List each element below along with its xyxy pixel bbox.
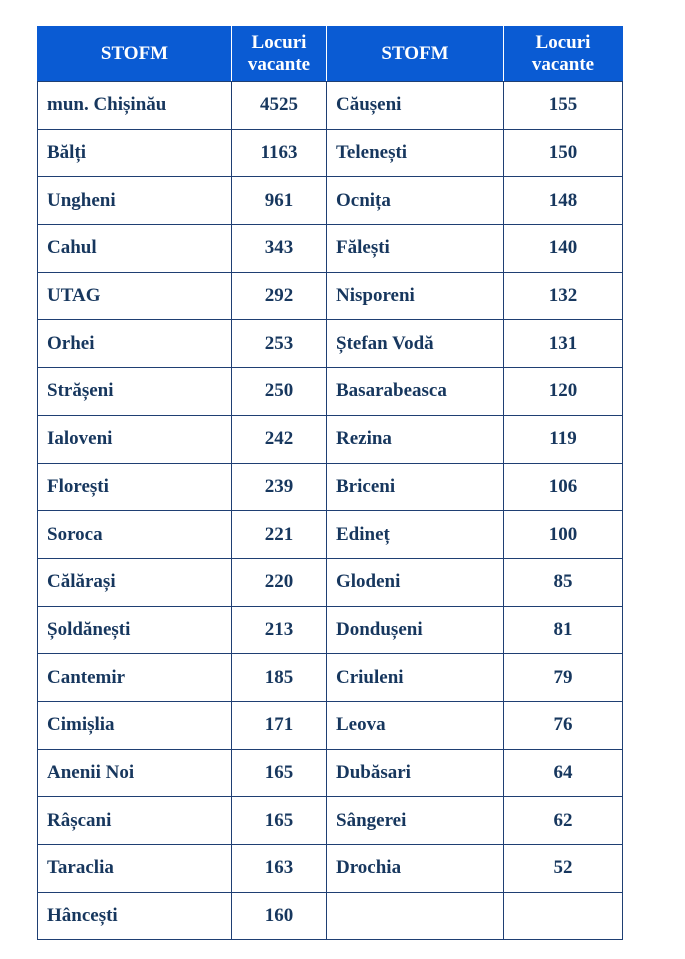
vacancy-count-right: 120	[504, 368, 623, 416]
vacancy-count-left: 220	[232, 558, 327, 606]
office-name-right: Căușeni	[327, 82, 504, 130]
vacancy-count-right: 85	[504, 558, 623, 606]
office-name-right: Rezina	[327, 415, 504, 463]
office-name-right: Dondușeni	[327, 606, 504, 654]
table-row	[38, 892, 623, 940]
office-name-right: Nisporeni	[327, 272, 504, 320]
table-row	[38, 749, 623, 797]
vacancy-count-left: 160	[232, 892, 327, 940]
table-row	[38, 845, 623, 893]
office-name-right: Drochia	[327, 845, 504, 893]
office-name-left: Ungheni	[38, 177, 232, 225]
table-body	[38, 82, 623, 940]
table-row	[38, 797, 623, 845]
vacancy-count-left: 343	[232, 225, 327, 273]
office-name-right: Criuleni	[327, 654, 504, 702]
vacancy-count-right: 119	[504, 415, 623, 463]
table-header	[38, 27, 623, 82]
table-row	[38, 368, 623, 416]
office-name-left: Taraclia	[38, 845, 232, 893]
office-name-left: Florești	[38, 463, 232, 511]
vacancy-count-right: 106	[504, 463, 623, 511]
office-name-right: Glodeni	[327, 558, 504, 606]
office-name-left: Călărași	[38, 558, 232, 606]
vacancy-count-right: 140	[504, 225, 623, 273]
vacancy-count-left: 253	[232, 320, 327, 368]
vacancy-count-left: 171	[232, 701, 327, 749]
table-row	[38, 558, 623, 606]
office-name-left: Cantemir	[38, 654, 232, 702]
office-name-right: Leova	[327, 701, 504, 749]
office-name-left: Bălți	[38, 129, 232, 177]
table-row	[38, 606, 623, 654]
office-name-left: Ialoveni	[38, 415, 232, 463]
header-stofm-right: STOFM	[327, 27, 504, 82]
table-row	[38, 177, 623, 225]
office-name-left: Anenii Noi	[38, 749, 232, 797]
vacancy-count-left: 221	[232, 511, 327, 559]
office-name-left: Șoldănești	[38, 606, 232, 654]
office-name-left: Râșcani	[38, 797, 232, 845]
table-row	[38, 320, 623, 368]
office-name-right: Sângerei	[327, 797, 504, 845]
vacancy-count-right: 155	[504, 82, 623, 130]
vacancy-count-left: 163	[232, 845, 327, 893]
table-row	[38, 511, 623, 559]
vacancy-count-right: 79	[504, 654, 623, 702]
table-row	[38, 463, 623, 511]
office-name-left: Cimișlia	[38, 701, 232, 749]
vacancy-count-left: 242	[232, 415, 327, 463]
vacancy-count-left: 185	[232, 654, 327, 702]
vacancy-count-right	[504, 892, 623, 940]
header-vacancies-right: Locuri vacante	[504, 27, 623, 82]
office-name-left: mun. Chișinău	[38, 82, 232, 130]
vacancy-count-left: 1163	[232, 129, 327, 177]
vacancy-count-left: 165	[232, 797, 327, 845]
office-name-left: Strășeni	[38, 368, 232, 416]
vacancy-count-right: 148	[504, 177, 623, 225]
office-name-left: Soroca	[38, 511, 232, 559]
office-name-left: Orhei	[38, 320, 232, 368]
vacancy-count-left: 239	[232, 463, 327, 511]
vacancy-count-left: 250	[232, 368, 327, 416]
vacancy-count-left: 165	[232, 749, 327, 797]
vacancy-count-right: 150	[504, 129, 623, 177]
vacancy-count-right: 64	[504, 749, 623, 797]
vacancies-table	[37, 26, 623, 940]
office-name-left: Hâncești	[38, 892, 232, 940]
office-name-right: Fălești	[327, 225, 504, 273]
vacancy-count-right: 100	[504, 511, 623, 559]
vacancy-count-left: 961	[232, 177, 327, 225]
vacancy-count-right: 76	[504, 701, 623, 749]
office-name-right: Ștefan Vodă	[327, 320, 504, 368]
vacancy-count-left: 213	[232, 606, 327, 654]
table-row	[38, 272, 623, 320]
office-name-right: Edineț	[327, 511, 504, 559]
vacancy-count-right: 81	[504, 606, 623, 654]
vacancy-count-right: 132	[504, 272, 623, 320]
office-name-right: Briceni	[327, 463, 504, 511]
office-name-right: Dubăsari	[327, 749, 504, 797]
office-name-right	[327, 892, 504, 940]
vacancy-count-right: 131	[504, 320, 623, 368]
table-row	[38, 225, 623, 273]
table-row	[38, 654, 623, 702]
vacancies-table-container	[37, 26, 622, 940]
vacancy-count-right: 62	[504, 797, 623, 845]
header-vacancies-left: Locuri vacante	[232, 27, 327, 82]
header-row	[38, 27, 623, 82]
table-row	[38, 82, 623, 130]
office-name-left: UTAG	[38, 272, 232, 320]
table-row	[38, 415, 623, 463]
vacancy-count-left: 4525	[232, 82, 327, 130]
vacancy-count-right: 52	[504, 845, 623, 893]
header-stofm-left: STOFM	[38, 27, 232, 82]
office-name-right: Telenești	[327, 129, 504, 177]
office-name-left: Cahul	[38, 225, 232, 273]
office-name-right: Ocnița	[327, 177, 504, 225]
vacancy-count-left: 292	[232, 272, 327, 320]
office-name-right: Basarabeasca	[327, 368, 504, 416]
table-row	[38, 701, 623, 749]
table-row	[38, 129, 623, 177]
